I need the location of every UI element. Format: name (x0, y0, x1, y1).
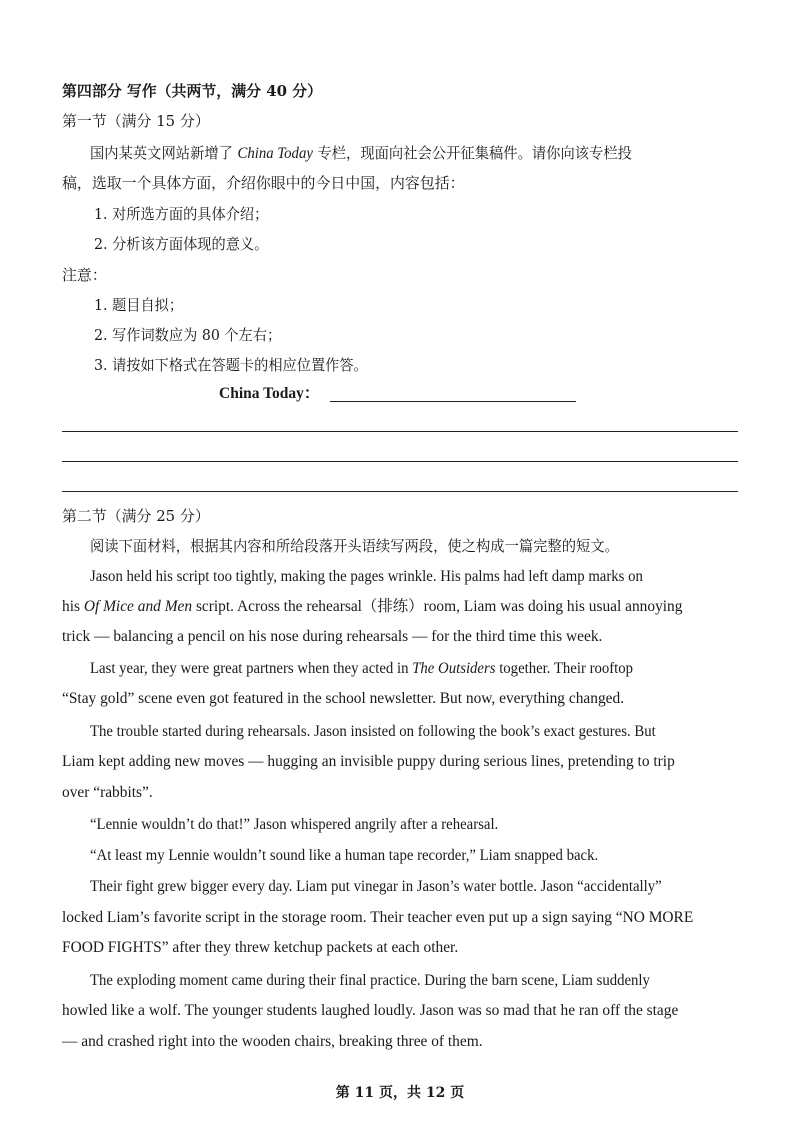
title-blank-line (330, 401, 576, 402)
p5-line: “At least my Lennie wouldn’t sound like a human tape recorder,” Liam snapped back. (90, 847, 599, 864)
p7-line1: The exploding moment came during their final practice. During the barn scene, Liam suddenly (90, 972, 650, 989)
intro-column-name: China Today (237, 145, 313, 162)
part-title: 第四部分 写作（共两节，满分 40 分） (62, 82, 322, 100)
content-item-1: 1. 对所选方面的具体介绍； (94, 205, 269, 223)
p1-line1: Jason held his script too tightly, making the pages wrinkle. His palms had left damp marks on (90, 568, 643, 585)
p6-line2: locked Liam’s favorite script in the storage room. Their teacher even put up a sign saying “NO MORE (62, 909, 694, 926)
answer-line-1 (62, 431, 738, 432)
p7-line2: howled like a wolf. The younger students laughed loudly. Jason was so mad that he ran off the stage (62, 1002, 679, 1019)
p3-line2: Liam kept adding new moves — hugging an invisible puppy during serious lines, pretending to trip (62, 753, 675, 770)
note-item-1: 1. 题目自拟； (94, 296, 184, 314)
p3-line1: The trouble started during rehearsals. Jason insisted on following the book’s exact gestures. But (90, 723, 656, 740)
answer-line-3 (62, 491, 738, 492)
p1-book-title: Of Mice and Men (83, 598, 193, 615)
p1-line2-a: his (62, 598, 84, 615)
section1-intro (90, 143, 738, 164)
note-item-2: 2. 写作词数应为 80 个左右； (94, 326, 282, 344)
p6-line1: Their fight grew bigger every day. Liam put vinegar in Jason’s water bottle. Jason “accidentally” (90, 878, 662, 895)
p1-line3: trick — balancing a pencil on his nose during rehearsals — for the third time this week. (62, 628, 603, 645)
p2-line1-a: Last year, they were great partners when they acted in (90, 660, 413, 677)
p3-line3: over “rabbits”. (62, 784, 153, 801)
p7-line3: — and crashed right into the wooden chairs, breaking three of them. (62, 1033, 483, 1050)
intro-pre: 国内某英文网站新增了 (90, 144, 238, 162)
notes-label: 注意： (62, 266, 107, 284)
p2-line1 (90, 659, 738, 679)
p6-line3: FOOD FIGHTS” after they threw ketchup packets at each other. (62, 939, 459, 956)
p2-line2: “Stay gold” scene even got featured in the school newsletter. But now, everything changed. (62, 690, 625, 707)
section2-heading: 第二节（满分 25 分） (62, 507, 210, 525)
answer-format-label: China Today： (219, 385, 320, 402)
page-footer: 第 11 页，共 12 页 (335, 1085, 465, 1101)
p2-line1-b: together. Their rooftop (495, 660, 634, 677)
section2-instruction: 阅读下面材料，根据其内容和所给段落开头语续写两段，使之构成一篇完整的短文。 (90, 537, 619, 555)
p1-line2-b: script. Across the rehearsal（排练）room, Liam was doing his usual annoying (192, 598, 683, 615)
p1-line2 (62, 597, 738, 617)
section1-heading: 第一节（满分 15 分） (62, 112, 210, 130)
section1-intro-line2: 稿，选取一个具体方面，介绍你眼中的今日中国，内容包括： (62, 174, 465, 192)
note-item-3: 3. 请按如下格式在答题卡的相应位置作答。 (94, 356, 368, 374)
intro-post: 专栏，现面向社会公开征集稿件。请你向该专栏投 (312, 144, 632, 162)
content-item-2: 2. 分析该方面体现的意义。 (94, 235, 269, 253)
p4-line: “Lennie wouldn’t do that!” Jason whispered angrily after a rehearsal. (90, 816, 499, 833)
answer-line-2 (62, 461, 738, 462)
p2-book-title: The Outsiders (412, 660, 496, 677)
